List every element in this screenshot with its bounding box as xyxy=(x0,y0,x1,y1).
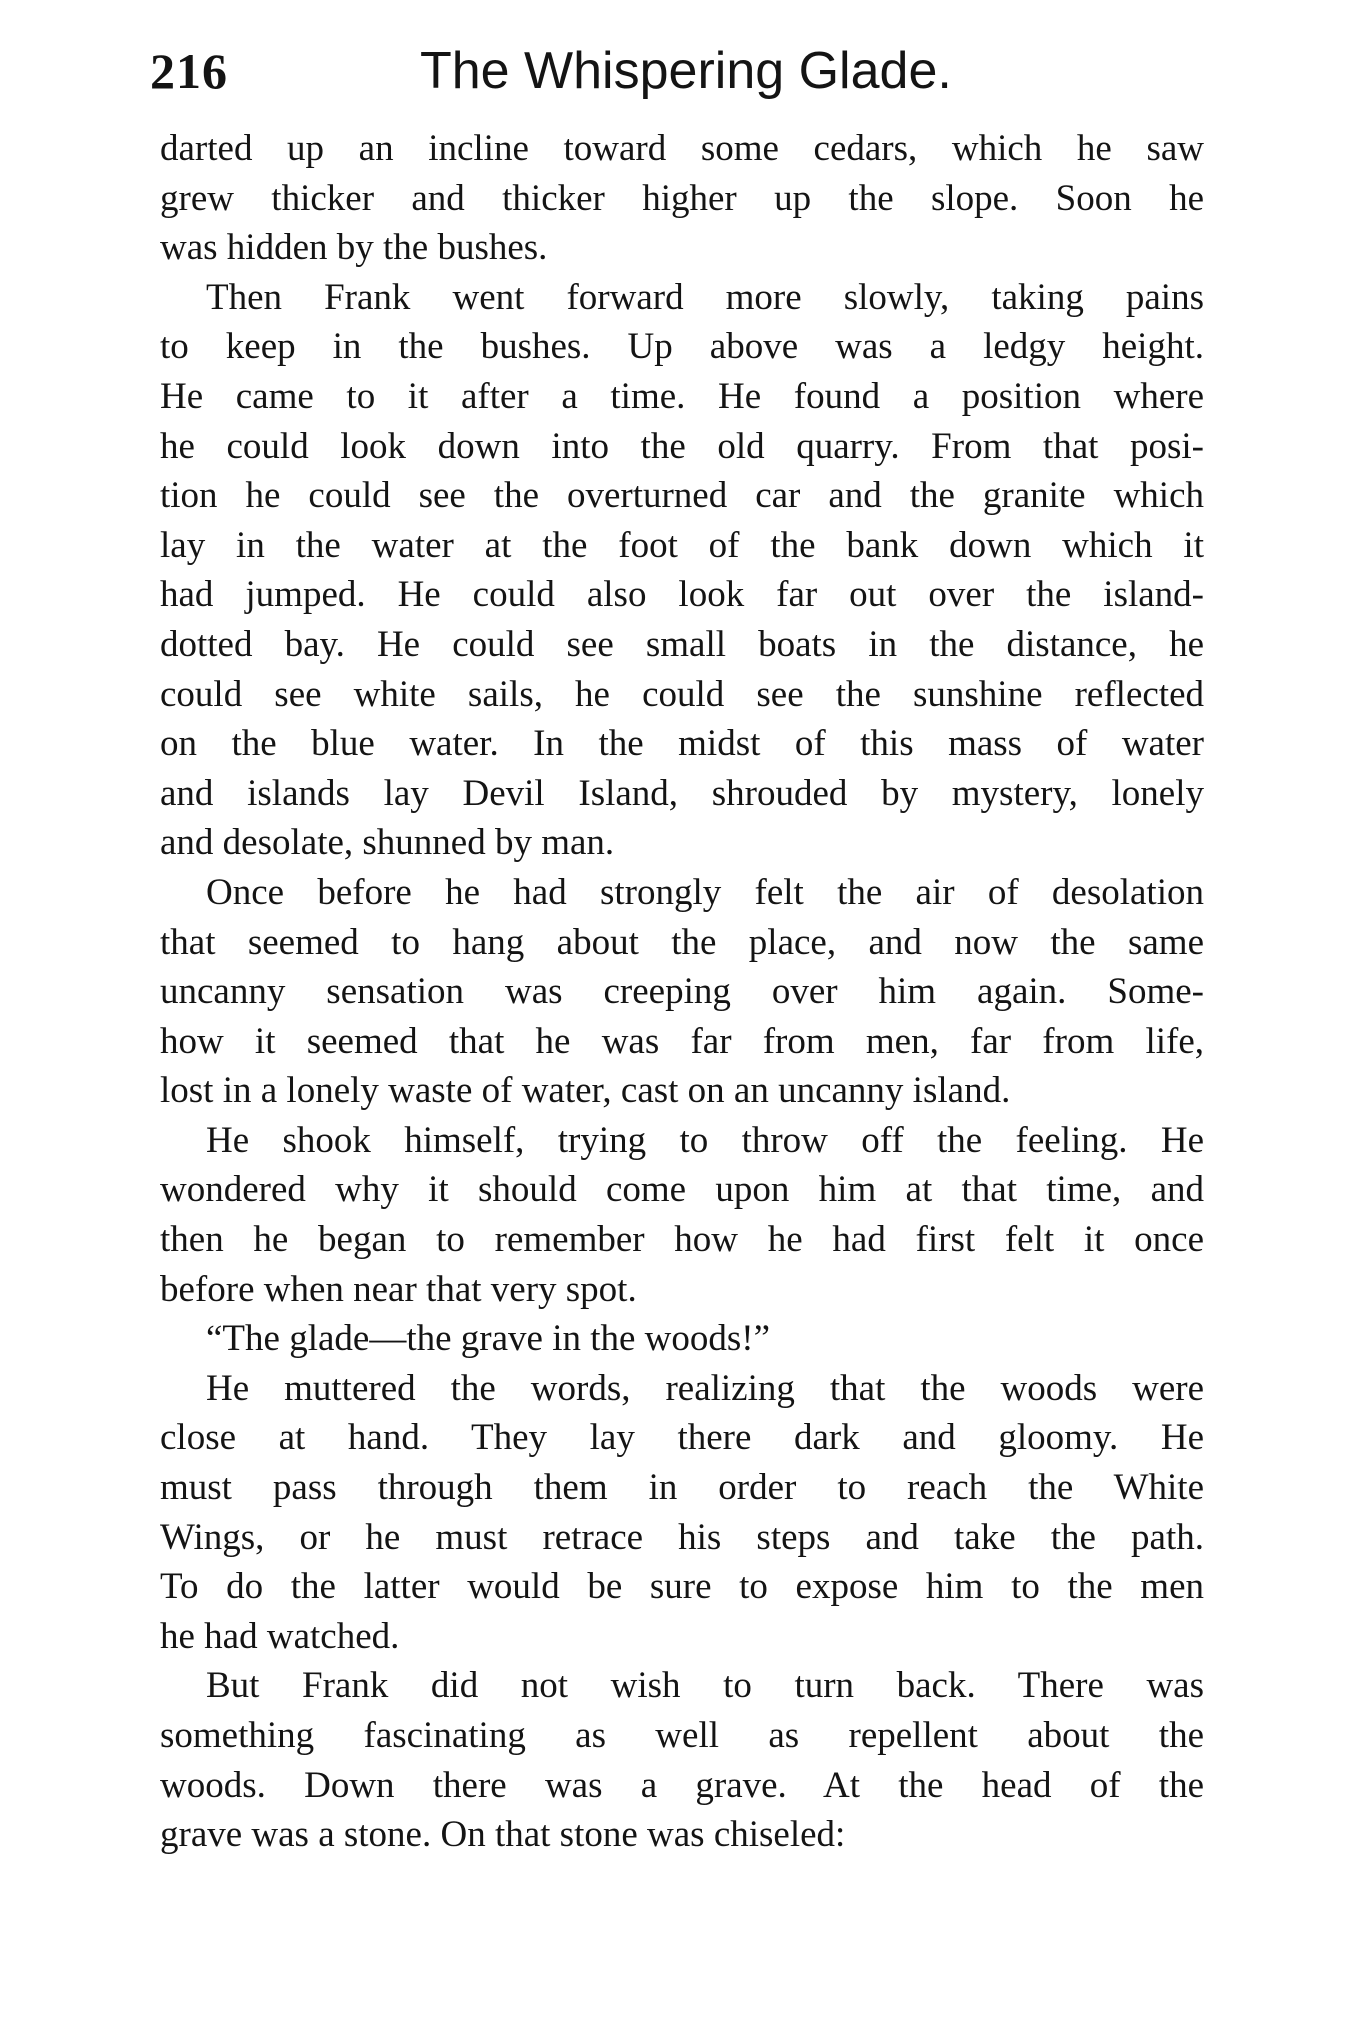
text-line: could see white sails, he could see the sunshine reflected xyxy=(160,673,1204,715)
text-line: He came to it after a time. He found a position where xyxy=(160,375,1204,417)
text-line: he had watched. xyxy=(160,1615,400,1657)
text-line: woods. Down there was a grave. At the head of the xyxy=(160,1764,1204,1806)
page-header xyxy=(150,36,1210,106)
text-line: Then Frank went forward more slowly, taking pains xyxy=(206,276,1204,318)
text-line: was hidden by the bushes. xyxy=(160,227,548,269)
text-line: He muttered the words, realizing that the woods were xyxy=(206,1367,1204,1409)
text-line: that seemed to hang about the place, and now the same xyxy=(160,921,1204,963)
text-line: uncanny sensation was creeping over him again. Some- xyxy=(160,971,1204,1013)
text-line: lost in a lonely waste of water, cast on an uncanny island. xyxy=(160,1070,1011,1112)
text-line: how it seemed that he was far from men, far from life, xyxy=(160,1020,1204,1062)
text-line: had jumped. He could also look far out over the island- xyxy=(160,574,1204,616)
text-line: close at hand. They lay there dark and gloomy. He xyxy=(160,1417,1204,1459)
text-line: and islands lay Devil Island, shrouded by mystery, lonely xyxy=(160,772,1204,814)
text-line: He shook himself, trying to throw off the feeling. He xyxy=(206,1119,1204,1161)
text-line: something fascinating as well as repellent about the xyxy=(160,1715,1204,1756)
text-line: and desolate, shunned by man. xyxy=(160,822,615,864)
text-line: To do the latter would be sure to expose him to the men xyxy=(160,1566,1204,1608)
running-title: The Whispering Glade. xyxy=(420,42,952,100)
text-line: Once before he had strongly felt the air of desolation xyxy=(206,871,1204,913)
body-text xyxy=(160,124,1204,1860)
text-line: lay in the water at the foot of the bank down which it xyxy=(160,524,1204,566)
text-line: he could look down into the old quarry. From that posi- xyxy=(160,425,1204,467)
text-line: on the blue water. In the midst of this mass of water xyxy=(160,723,1204,765)
text-line: grave was a stone. On that stone was chiseled: xyxy=(160,1814,846,1856)
text-line: wondered why it should come upon him at that time, and xyxy=(160,1169,1204,1211)
text-line: tion he could see the overturned car and the granite which xyxy=(160,475,1204,517)
text-line: before when near that very spot. xyxy=(160,1268,637,1310)
text-line: Wings, or he must retrace his steps and take the path. xyxy=(160,1516,1204,1558)
text-line: grew thicker and thicker higher up the slope. Soon he xyxy=(160,177,1204,219)
text-line: darted up an incline toward some cedars, which he saw xyxy=(160,128,1204,169)
text-line: to keep in the bushes. Up above was a ledgy height. xyxy=(160,326,1204,368)
text-line: must pass through them in order to reach the White xyxy=(160,1467,1204,1509)
text-line: “The glade—the grave in the woods!” xyxy=(206,1318,771,1360)
text-line: But Frank did not wish to turn back. There was xyxy=(206,1665,1204,1707)
page-number: 216 xyxy=(150,43,228,99)
text-line: dotted bay. He could see small boats in the distance, he xyxy=(160,623,1204,665)
text-line: then he began to remember how he had first felt it once xyxy=(160,1219,1204,1261)
